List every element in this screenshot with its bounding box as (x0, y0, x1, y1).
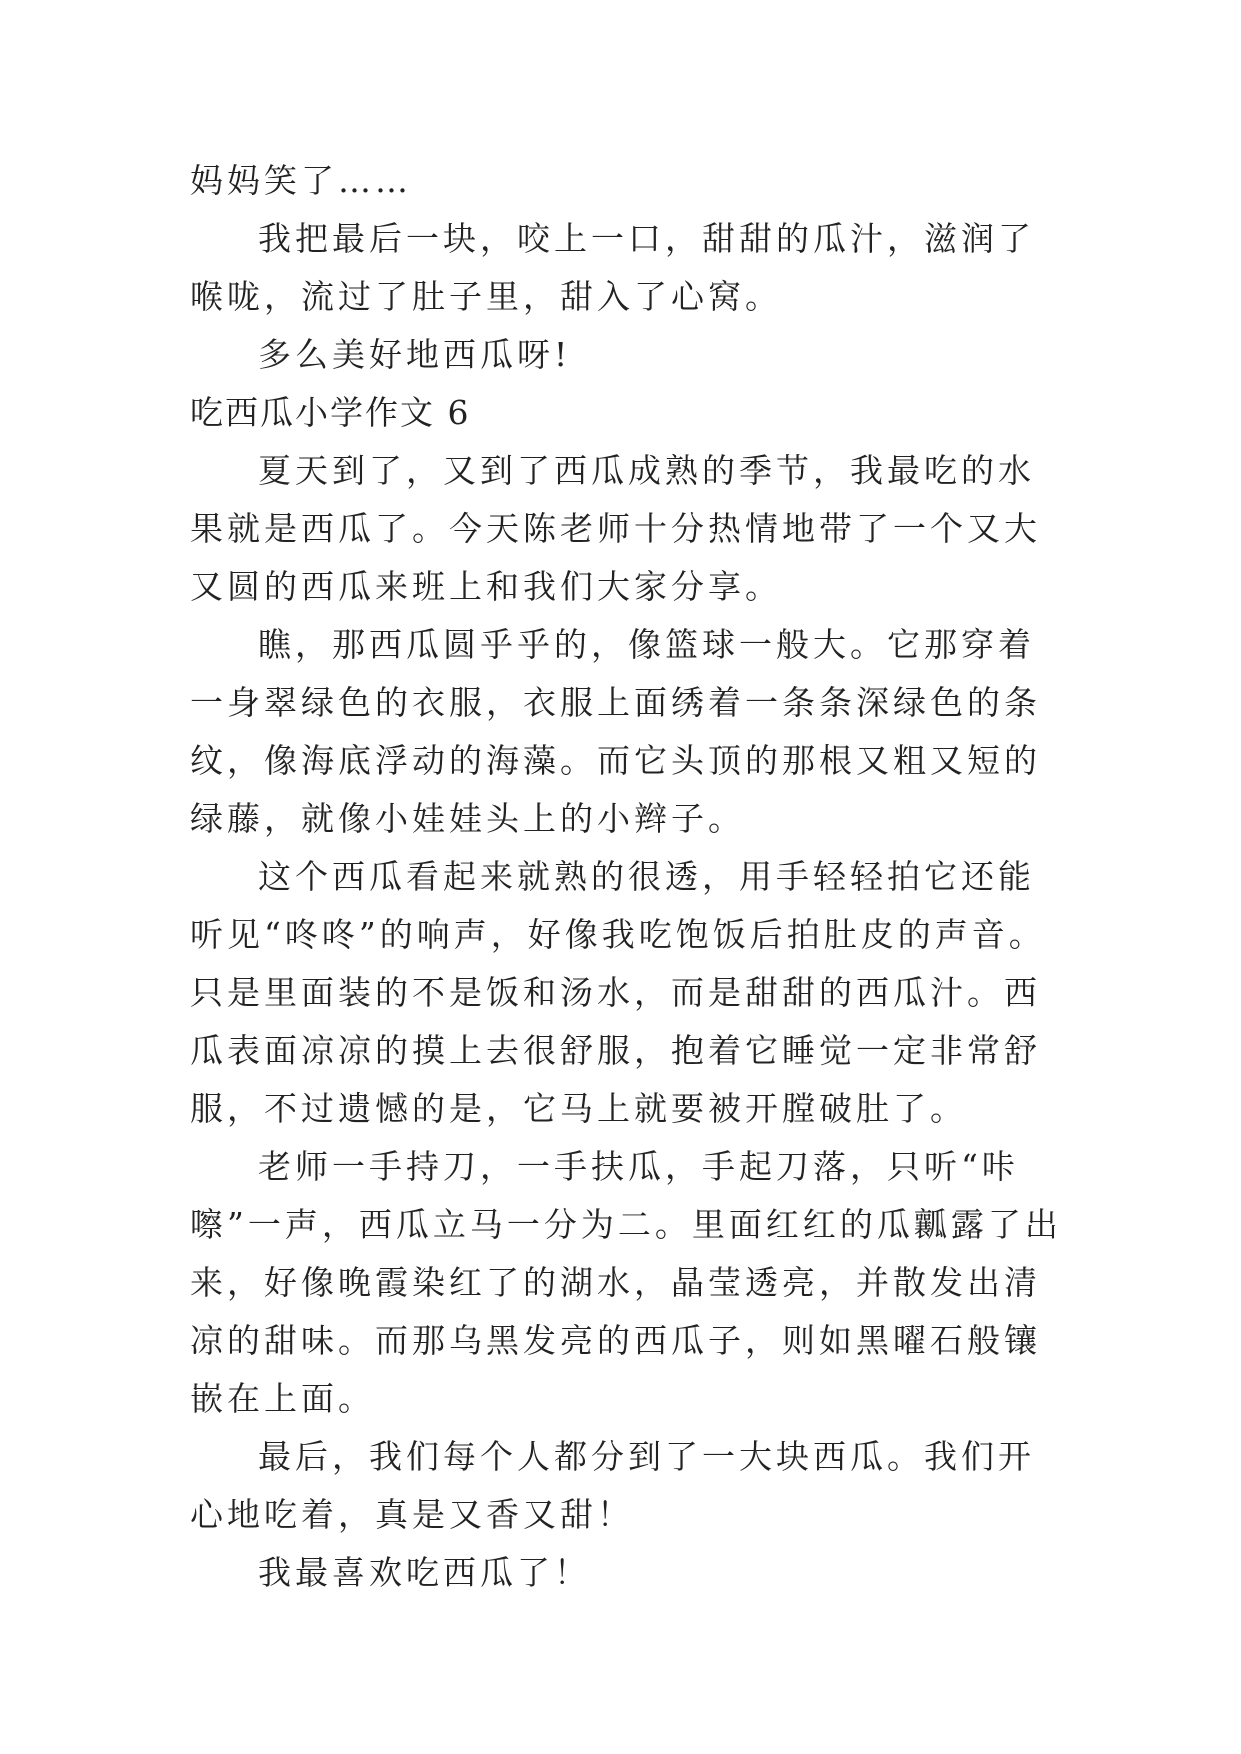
document-body (190, 152, 1070, 1602)
paragraph-1: 夏天到了，又到了西瓜成熟的季节，我最吃的水果就是西瓜了。今天陈老师十分热情地带了一个又大又圆的西瓜来班上和我们大家分享。 (190, 451, 1041, 606)
paragraph-4: 老师一手持刀，一手扶瓜，手起刀落，只听“咔嚓”一声，西瓜立马一分为二。里面红红的瓜瓤露了出来，好像晚霞染红了的湖水，晶莹透亮，并散发出清凉的甜味。而那乌黑发亮的西瓜子，则如黑曜石般镶嵌在上面。 (190, 1147, 1062, 1418)
paragraph-prev-2: 多么美好地西瓜呀! (258, 335, 572, 374)
paragraph-2: 瞧，那西瓜圆乎乎的，像篮球一般大。它那穿着一身翠绿色的衣服，衣服上面绣着一条条深绿色的条纹，像海底浮动的海藻。而它头顶的那根又粗又短的绿藤，就像小娃娃头上的小辫子。 (190, 625, 1041, 838)
paragraph-5: 最后，我们每个人都分到了一大块西瓜。我们开心地吃着，真是又香又甜！ (190, 1437, 1035, 1534)
paragraph-6: 我最喜欢吃西瓜了！ (258, 1553, 591, 1592)
section-title: 吃西瓜小学作文 6 (190, 393, 471, 432)
paragraph-3: 这个西瓜看起来就熟的很透，用手轻轻拍它还能听见“咚咚”的响声，好像我吃饱饭后拍肚皮的声音。只是里面装的不是饭和汤水，而是甜甜的西瓜汁。西瓜表面凉凉的摸上去很舒服，抱着它睡觉一定非常舒服，不过遗憾的是，它马上就要被开膛破肚了。 (190, 857, 1046, 1128)
carry-over-line: 妈妈笑了…… (190, 161, 412, 200)
paragraph-prev-1: 我把最后一块，咬上一口，甜甜的瓜汁，滋润了喉咙，流过了肚子里，甜入了心窝。 (190, 219, 1035, 316)
